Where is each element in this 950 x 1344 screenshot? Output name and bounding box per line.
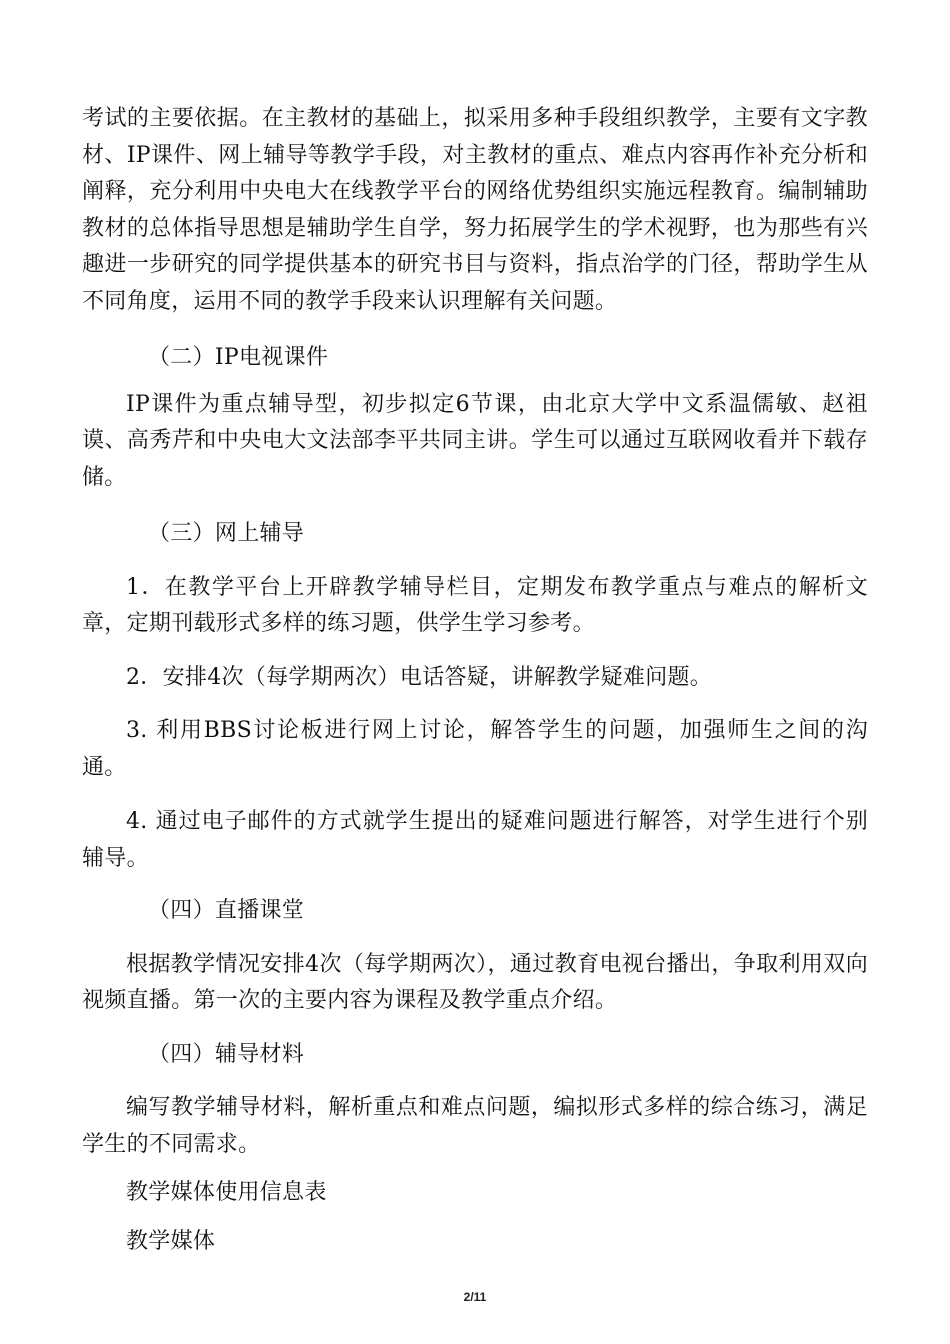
heading-ip-tv-courseware: （二）IP电视课件: [148, 345, 329, 370]
list-item-tutoring-1: 1．在教学平台上开辟教学辅导栏目，定期发布教学重点与难点的解析文章，定期刊载形式多样的练习题，供学生学习参考。: [82, 574, 868, 636]
heading-live-classroom: （四）直播课堂: [148, 898, 305, 923]
paragraph-teaching-materials: 考试的主要依据。在主教材的基础上，拟采用多种手段组织教学，主要有文字教材、IP课件、网上辅导等教学手段，对主教材的重点、难点内容再作补充分析和阐释，充分利用中央电大在线教学平台的网络优势组织实施远程教育。编制辅助教材的总体指导思想是辅助学生自学，努力拓展学生的学术视野，也为那些有兴趣进一步研究的同学提供基本的研究书目与资料，指点治学的门径，帮助学生从不同角度，运用不同的教学手段来认识理解有关问题。: [82, 106, 868, 314]
paragraph-ip-courseware: IP课件为重点辅导型，初步拟定6节课，由北京大学中文系温儒敏、赵祖谟、高秀芹和中央电大文法部李平共同主讲。学生可以通过互联网收看并下载存储。: [82, 391, 868, 490]
list-item-tutoring-2: 2．安排4次（每学期两次）电话答疑，讲解教学疑难问题。: [126, 664, 713, 690]
page-number: 2/11: [463, 1290, 487, 1304]
list-item-tutoring-4: 4. 通过电子邮件的方式就学生提出的疑难问题进行解答，对学生进行个别辅导。: [82, 809, 868, 871]
heading-online-tutoring: （三）网上辅导: [148, 521, 305, 546]
heading-tutoring-materials: （四）辅导材料: [148, 1041, 305, 1067]
table-header-teaching-media: 教学媒体: [126, 1228, 216, 1254]
paragraph-tutoring-materials: 编写教学辅导材料，解析重点和难点问题，编拟形式多样的综合练习，满足学生的不同需求。: [82, 1095, 868, 1157]
paragraph-live-classroom: 根据教学情况安排4次（每学期两次），通过教育电视台播出，争取利用双向视频直播。第一次的主要内容为课程及教学重点介绍。: [82, 951, 868, 1013]
list-item-tutoring-3: 3. 利用BBS讨论板进行网上讨论，解答学生的问题，加强师生之间的沟通。: [82, 718, 868, 780]
document-body: [82, 101, 868, 1272]
table-title-media-usage: 教学媒体使用信息表: [126, 1180, 327, 1205]
